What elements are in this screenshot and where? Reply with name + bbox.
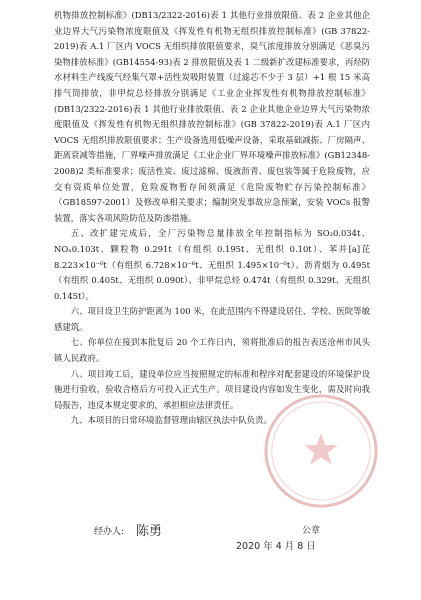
official-seal-icon: [262, 392, 380, 510]
paragraph-4: 七、你单位在接到本批复后 20 个工作日内，须将批准后的报告表送沧州市风头镇人民政府。: [54, 337, 370, 364]
handler-label: 经办人:: [94, 527, 125, 537]
handler-signature: 陈勇: [136, 524, 163, 539]
paragraph-6: 九、本项目的日常环境监督管理由辖区执法中队负责。: [70, 415, 272, 426]
paragraph-2: 五、改扩建完成后，全厂污染物总量排放全年控制指标为 SO₂0.034t、NOₓ0.103t、颗粒物 0.291t（有组织 0.195t、无组织 0.10t）、苯并[a]芘 8.223×10⁻⁶t（有组织 6.728×10⁻⁶t、无组织 1.495×10⁻⁶t）、沥青烟为 0.495t（有组织 0.405t、无组织 0.090t）、非甲烷总烃 0.474t（有组织 0.329t、无组织 0.145t）。: [54, 228, 370, 301]
issue-date: 2020 年 4 月 8 日: [236, 541, 316, 552]
stamp-label: 公章: [302, 526, 321, 536]
document-body: [54, 8, 370, 429]
paragraph-1: 机物排放控制标准》(DB13/2322-2016)表 1 其他行业排放限值、表 2 企业其他企业边界大气污染物浓度限值及《挥发性有机物无组织排放控制标准》(GB 37822-2019)表 A.1 厂区内 VOCS 无组织排放限值要求，臭气浓度排放分别满足《恶臭污染物排放标准》(GB14554-93)表 2 排放限值及表 1 二级新扩改建标准要求，丙烃防水材料生产线废气经集气罩+活性炭吸附装置（过滤芯不少于 3 层）+1 根 15 米高排气筒排放，非甲烷总烃排放分别满足《工业企业挥发性有机物排放控制标准》(DB13/2322-2016)表 1 其他行业排放限值、表 2 企业其他企业边界大气污染物浓度限值及《挥发性有机物无组织排放控制标准》(GB 37822-2019)表 A.1 厂区内 VOCS 无组织排放限值要求；生产设备选用低噪声设备，采取基础减振、厂房隔声、距离衰减等措施，厂界噪声排放满足《工业企业厂界环境噪声排放标准》(GB12348-2008)2 类标准要求；废活性炭、废过滤棉、废液沥青、废包装等属于危险废物，应交有资质单位处置，危险废物暂存间须满足《危险废物贮存污染控制标准》（GB18597-2001）及修改单相关要求；编制突发事故应急预案，安装 VOCs 报警装置，落实各项风险防范及防渗措施。: [54, 10, 370, 223]
paragraph-5: 八、项目竣工后，建设单位应当按照规定的标准和程序对配套建设的环境保护设施进行验收，验收合格后方可投入正式生产。项目建设内容如发生变化，需及时向我局报告，违反本规定要求的，承担相应法律责任。: [54, 368, 370, 410]
paragraph-3: 六、项目设卫生防护距离为 100 米，在此范围内不得建设居住、学校、医院等敏感建筑。: [54, 306, 370, 332]
